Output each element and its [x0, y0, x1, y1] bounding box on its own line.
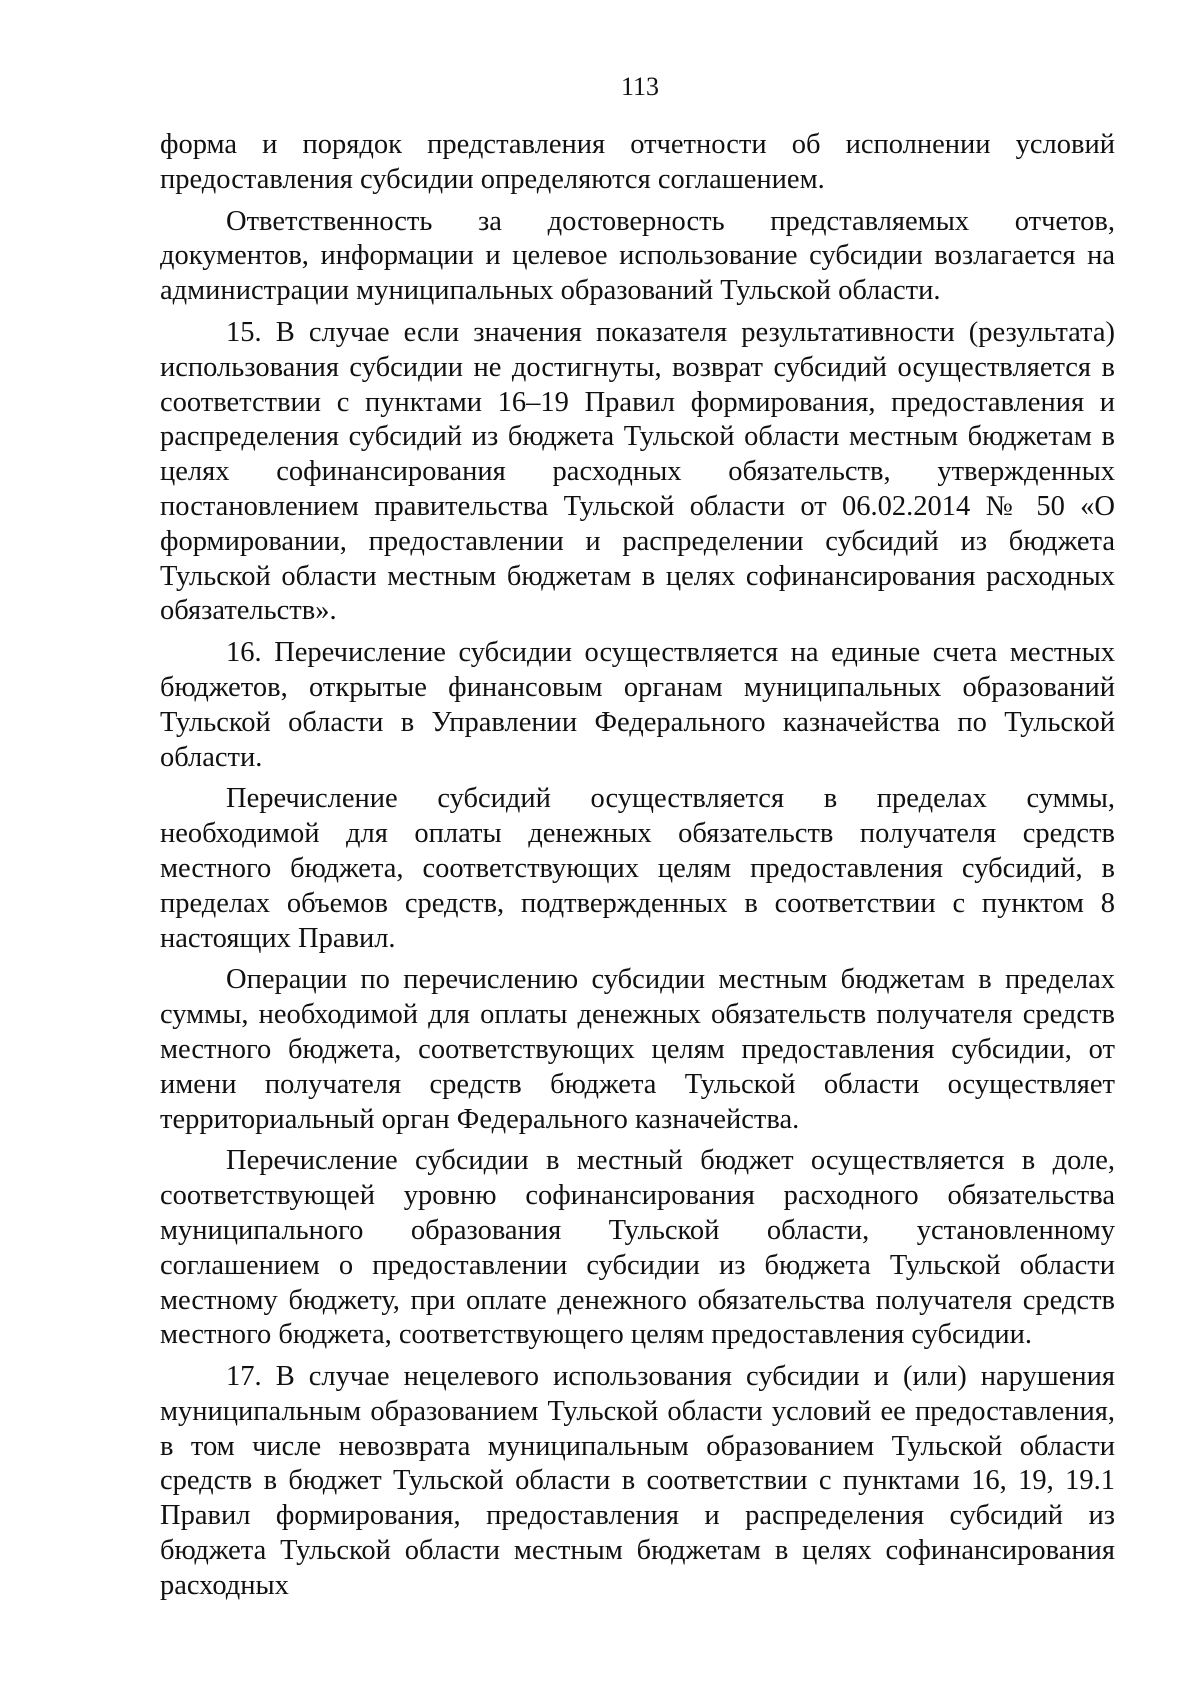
- paragraph-item-15: 15. В случае если значения показателя результативности (результата) использования субсидии не достигнуты, возврат субсидий осуществляется в соответствии с пунктами 16–19 Правил формирования, предоставления и распределения субсидий из бюджета Тульской области местным бюджетам в целях софинансирования расходных обязательств, утвержденных постановлением правительства Тульской области от 06.02.2014 № 50 «О формировании, предоставлении и распределении субсидий из бюджета Тульской области местным бюджетам в целях софинансирования расходных обязательств».: [160, 316, 1115, 627]
- paragraph-transfer-share: Перечисление субсидии в местный бюджет осуществляется в доле, соответствующей уровню софинансирования расходного обязательства муниципального образования Тульской области, установленному соглашением о предоставлении субсидии из бюджета Тульской области местному бюджету, при оплате денежного обязательства получателя средств местного бюджета, соответствующего целям предоставления субсидии.: [160, 1145, 1115, 1351]
- paragraph-item-17: 17. В случае нецелевого использования субсидии и (или) нарушения муниципальным образованием Тульской области условий ее предоставления, в том числе невозврата муниципальным образованием Тульской области средств в бюджет Тульской области в соответствии с пунктами 16, 19, 19.1 Правил формирования, предоставления и распределения субсидий из бюджета Тульской области местным бюджетам в целях софинансирования расходных: [160, 1361, 1115, 1601]
- paragraph-transfer-operations: Операции по перечислению субсидии местным бюджетам в пределах суммы, необходимой для оплаты денежных обязательств получателя средств местного бюджета, соответствующих целям предоставления субсидии, от имени получателя средств бюджета Тульской области осуществляет территориальный орган Федерального казначейства.: [160, 964, 1115, 1135]
- paragraph-responsibility: Ответственность за достоверность представляемых отчетов, документов, информации и целевое использование субсидии возлагается на администрации муниципальных образований Тульской области.: [160, 205, 1115, 307]
- paragraph-item-16: 16. Перечисление субсидии осуществляется на единые счета местных бюджетов, открытые финансовым органам муниципальных образований Тульской области в Управлении Федерального казначейства по Тульской области.: [160, 637, 1115, 773]
- document-body: [160, 128, 1115, 1611]
- page-number: 113: [620, 72, 660, 101]
- paragraph-reporting-form: форма и порядок представления отчетности об исполнении условий предоставления субсидии определяются соглашением.: [160, 129, 1115, 195]
- paragraph-transfer-limits: Перечисление субсидий осуществляется в пределах суммы, необходимой для оплаты денежных обязательств получателя средств местного бюджета, соответствующих целям предоставления субсидий, в пределах объемов средств, подтвержденных в соответствии с пунктом 8 настоящих Правил.: [160, 783, 1115, 954]
